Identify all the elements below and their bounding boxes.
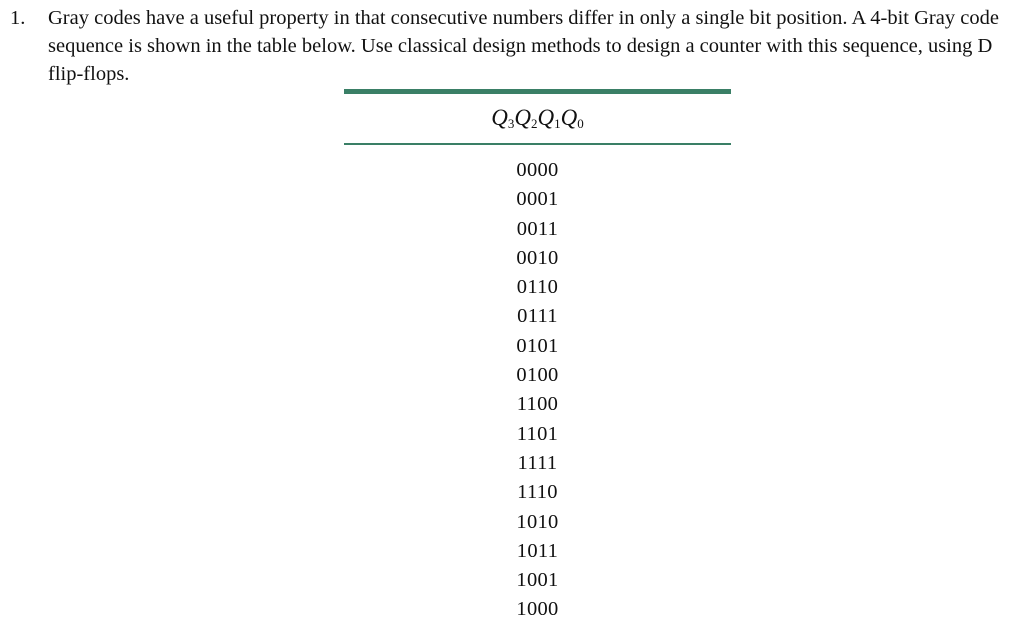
table-row: 1010 [516,510,559,533]
header-q0: $Q_0$ [560,105,584,131]
table-row: 0010 [516,246,559,269]
table-row: 1111 [517,451,558,474]
table-row: 0111 [517,305,558,328]
table-row: 1001 [516,569,559,592]
table-row: 1110 [517,481,558,504]
header-q2: $Q_2$ [514,105,538,131]
table-body [344,145,731,625]
table-row: 0100 [516,364,559,387]
problem-number: 1. [10,7,26,29]
header-q3: $Q_3$ [491,105,515,131]
table-row: 1101 [516,422,559,445]
gray-code-table [344,89,731,625]
table-row: 1011 [516,539,559,562]
table-row: 1100 [516,393,559,416]
table-row: 0011 [516,217,559,240]
table-row: 0101 [516,334,559,357]
problem-text: Gray codes have a useful property in that consecutive numbers differ in only a single bit position. A 4-bit Gray code sequence is shown in the table below. Use classical design methods to design a counter with this sequence, using D flip-flops. [48,7,999,85]
table-header [344,94,731,143]
table-row: 0110 [516,276,559,299]
table-row: 0000 [516,159,559,181]
table-row: 0001 [516,188,559,211]
table-row: 1000 [516,598,559,621]
header-q1: $Q_1$ [537,105,561,131]
